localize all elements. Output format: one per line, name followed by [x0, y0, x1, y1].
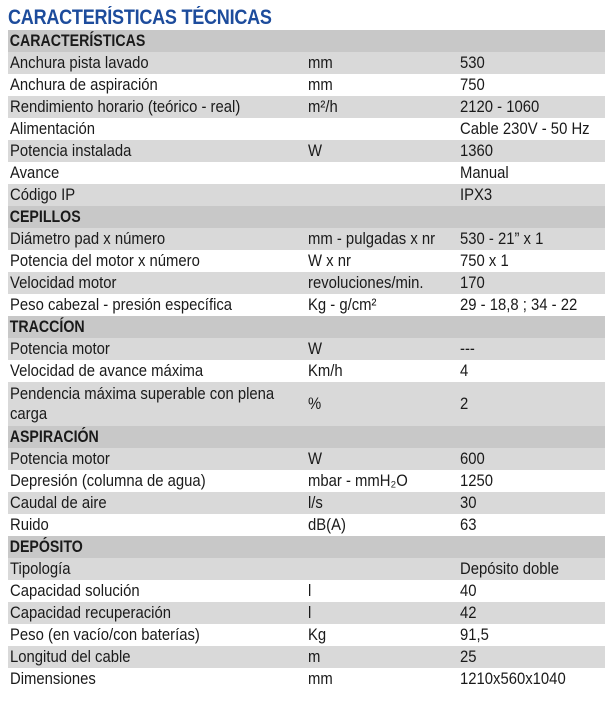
section-header — [8, 316, 605, 338]
spec-unit: mm — [308, 76, 333, 94]
spec-value: --- — [460, 340, 475, 358]
spec-value: 750 — [460, 76, 485, 94]
spec-label: Ruido — [10, 516, 49, 534]
spec-value: IPX3 — [460, 186, 493, 204]
spec-label: Rendimiento horario (teórico - real) — [10, 98, 241, 116]
section-title: CEPILLOS — [9, 208, 81, 226]
spec-unit: Km/h — [308, 362, 343, 380]
spec-value: 40 — [460, 582, 477, 600]
spec-unit: mbar - mmH₂O — [308, 472, 408, 490]
spec-label: Potencia instalada — [10, 142, 132, 160]
spec-unit: W — [308, 450, 323, 468]
spec-unit: Kg - g/cm² — [308, 296, 377, 314]
spec-value: 170 — [460, 274, 485, 292]
spec-label: Potencia motor — [10, 450, 110, 468]
table-row — [8, 74, 605, 96]
table-row — [8, 272, 605, 294]
table-row — [8, 602, 605, 624]
section-header — [8, 206, 605, 228]
table-row — [8, 558, 605, 580]
table-row — [8, 184, 605, 206]
spec-value: 750 x 1 — [460, 252, 509, 270]
section-title: DEPÓSITO — [9, 538, 83, 556]
table-row — [8, 338, 605, 360]
spec-unit: mm — [308, 670, 333, 688]
spec-unit: W x nr — [308, 252, 351, 270]
table-row — [8, 140, 605, 162]
table-row — [8, 228, 605, 250]
spec-value: 530 - 21” x 1 — [460, 230, 544, 248]
table-row — [8, 492, 605, 514]
spec-value: 2120 - 1060 — [460, 98, 540, 116]
spec-label: Peso (en vacío/con baterías) — [10, 626, 200, 644]
spec-unit: dB(A) — [308, 516, 346, 534]
spec-unit: m²/h — [308, 98, 338, 116]
section-header — [8, 30, 605, 52]
spec-label: Anchura pista lavado — [10, 54, 149, 72]
spec-value: Manual — [460, 164, 509, 182]
spec-value: 91,5 — [460, 626, 489, 644]
table-row — [8, 382, 605, 426]
spec-value: 4 — [460, 362, 469, 380]
spec-label: Dimensiones — [10, 670, 96, 688]
spec-label: Longitud del cable — [10, 648, 131, 666]
spec-label: Tipología — [10, 560, 71, 578]
table-row — [8, 250, 605, 272]
spec-unit: mm - pulgadas x nr — [308, 230, 436, 248]
spec-value: 25 — [460, 648, 477, 666]
spec-value: 2 — [460, 395, 469, 413]
table-row — [8, 162, 605, 184]
spec-label: Peso cabezal - presión específica — [10, 296, 233, 314]
spec-label: Capacidad solución — [10, 582, 140, 600]
table-row — [8, 624, 605, 646]
spec-value: 63 — [460, 516, 477, 534]
table-row — [8, 646, 605, 668]
spec-label: Pendencia máxima superable con plena carga — [10, 385, 275, 423]
spec-value: 1250 — [460, 472, 494, 490]
table-row — [8, 52, 605, 74]
spec-label: Anchura de aspiración — [10, 76, 158, 94]
table-row — [8, 360, 605, 382]
table-row — [8, 448, 605, 470]
spec-label: Capacidad recuperación — [10, 604, 171, 622]
spec-value: 600 — [460, 450, 485, 468]
spec-label: Velocidad de avance máxima — [10, 362, 204, 380]
spec-value: 29 - 18,8 ; 34 - 22 — [460, 296, 578, 314]
spec-unit: l — [308, 604, 312, 622]
table-row — [8, 668, 605, 690]
table-row — [8, 96, 605, 118]
spec-value: Cable 230V - 50 Hz — [460, 120, 590, 138]
spec-unit: revoluciones/min. — [308, 274, 424, 292]
section-title: ASPIRACIÓN — [9, 428, 99, 446]
spec-label: Potencia del motor x número — [10, 252, 200, 270]
spec-unit: W — [308, 340, 323, 358]
table-row — [8, 118, 605, 140]
spec-label: Potencia motor — [10, 340, 110, 358]
page-title: CARACTERÍSTICAS TÉCNICAS — [8, 6, 272, 29]
spec-label: Código IP — [10, 186, 76, 204]
spec-value: 530 — [460, 54, 485, 72]
spec-value: 1210x560x1040 — [460, 670, 566, 688]
spec-label: Diámetro pad x número — [10, 230, 166, 248]
spec-unit: l — [308, 582, 312, 600]
spec-value: 42 — [460, 604, 477, 622]
spec-label: Depresión (columna de agua) — [10, 472, 206, 490]
spec-table — [8, 30, 605, 690]
table-row — [8, 294, 605, 316]
section-header — [8, 426, 605, 448]
section-title: TRACCÍON — [9, 318, 85, 336]
spec-label: Avance — [10, 164, 60, 182]
spec-value: 1360 — [460, 142, 494, 160]
spec-value: Depósito doble — [460, 560, 560, 578]
spec-unit: Kg — [308, 626, 327, 644]
spec-value: 30 — [460, 494, 477, 512]
spec-unit: W — [308, 142, 323, 160]
section-title: CARACTERÍSTICAS — [9, 32, 146, 50]
spec-unit: l/s — [308, 494, 323, 512]
table-row — [8, 580, 605, 602]
spec-unit: mm — [308, 54, 333, 72]
spec-label: Alimentación — [10, 120, 96, 138]
spec-unit: m — [308, 648, 321, 666]
spec-label: Caudal de aire — [10, 494, 107, 512]
table-row — [8, 514, 605, 536]
section-header — [8, 536, 605, 558]
spec-label: Velocidad motor — [10, 274, 117, 292]
spec-unit: % — [308, 395, 322, 413]
table-row — [8, 470, 605, 492]
